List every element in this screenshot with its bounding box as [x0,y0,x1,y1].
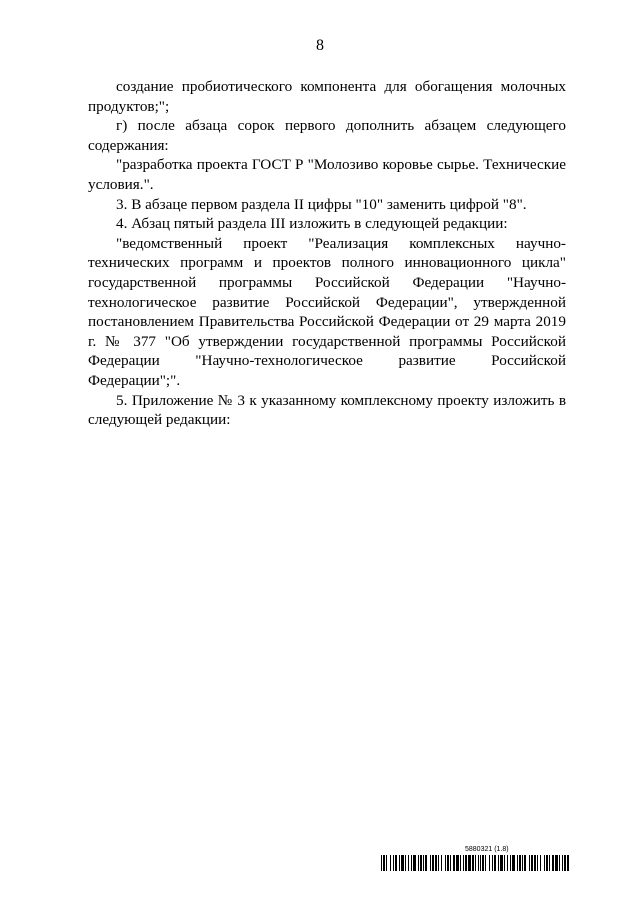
document-code: 5880321 (1.8) [465,846,509,853]
paragraph-item-g: г) после абзаца сорок первого дополнить абзацем следующего содержания: [88,117,566,154]
barcode-icon [381,855,569,871]
document-body [88,77,566,430]
paragraph-probiotic-component: создание пробиотического компонента для обогащения молочных продуктов;"; [88,78,566,115]
paragraph-gost-colostrum: "разработка проекта ГОСТ Р "Молозиво коровье сырье. Технические условия.". [88,156,566,193]
paragraph-item-5: 5. Приложение № 3 к указанному комплексному проекту изложить в следующей редакции: [88,391,566,429]
paragraph-departmental-project: "ведомственный проект "Реализация комплексных научно-технических программ и проектов полного инновационного цикла" государственной программы Российской Федерации "Научно-технологическое развитие Российской Федерации", утвержденной постановлением Правительства Российской Федерации от 29 марта 2019 г. № 377 "Об утверждении государственной программы Российской Федерации "Научно-технологическое развитие Российской Федерации";". [88,234,566,389]
page-number: 8 [316,37,324,54]
paragraph-item-3: 3. В абзаце первом раздела II цифры "10" заменить цифрой "8". [116,195,527,213]
barcode-block [381,846,569,872]
paragraph-item-4: 4. Абзац пятый раздела III изложить в следующей редакции: [116,215,508,233]
